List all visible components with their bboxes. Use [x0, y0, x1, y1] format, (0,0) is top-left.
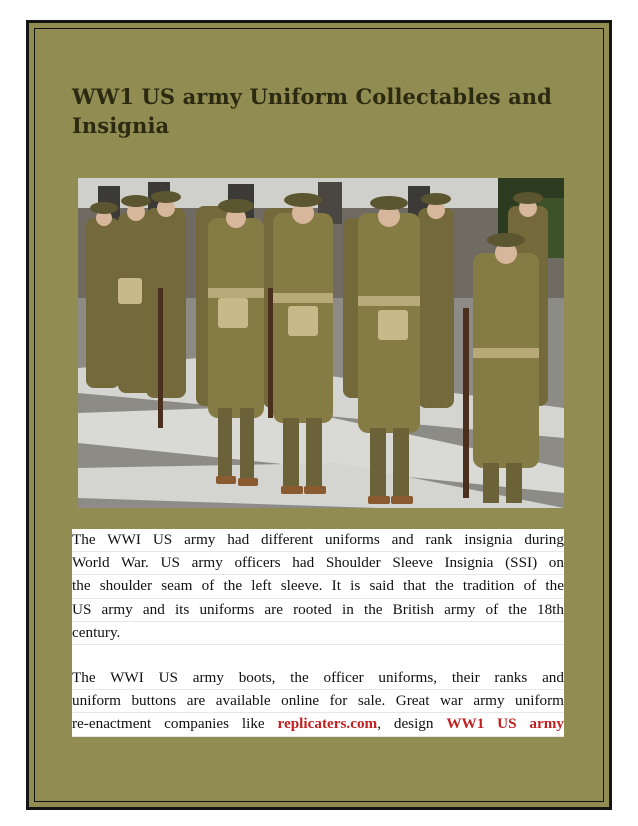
paragraph-2-line: uniform buttons are available online for sale. Great war army uniform [72, 690, 564, 713]
paragraph-2-text: re-enactment companies like [72, 715, 278, 733]
page-title [72, 82, 572, 140]
paragraph-1-line: The WWI US army had different uniforms and rank insignia during [72, 529, 564, 552]
paragraph-1-line: the shoulder seam of the left sleeve. It is said that the tradition of the [72, 575, 564, 598]
soldiers-photo-illustration [78, 178, 564, 508]
paragraph-1-line: World War. US army officers had Shoulder Sleeve Insignia (SSI) on [72, 552, 564, 575]
paragraph-2 [72, 667, 564, 737]
soldiers-photo [78, 178, 564, 508]
paragraph-1-line: US army and its uniforms are rooted in the British army of the 18th [72, 599, 564, 622]
paragraph-2-line: The WWI US army boots, the officer uniforms, their ranks and [72, 667, 564, 690]
article-body [72, 529, 564, 737]
paragraph-2-text: , design [377, 715, 447, 733]
title-line-2: Insignia [72, 113, 170, 138]
ww1-us-army-link[interactable]: WW1 US army [446, 715, 565, 733]
paragraph-1 [72, 529, 564, 645]
title-line-1: WW1 US army Uniform Collectables and [72, 84, 552, 109]
paragraph-spacer [72, 645, 564, 667]
replicaters-link[interactable]: replicaters.com [277, 715, 378, 733]
paragraph-2-last-line [72, 713, 564, 736]
paragraph-1-line: century. [72, 622, 564, 645]
